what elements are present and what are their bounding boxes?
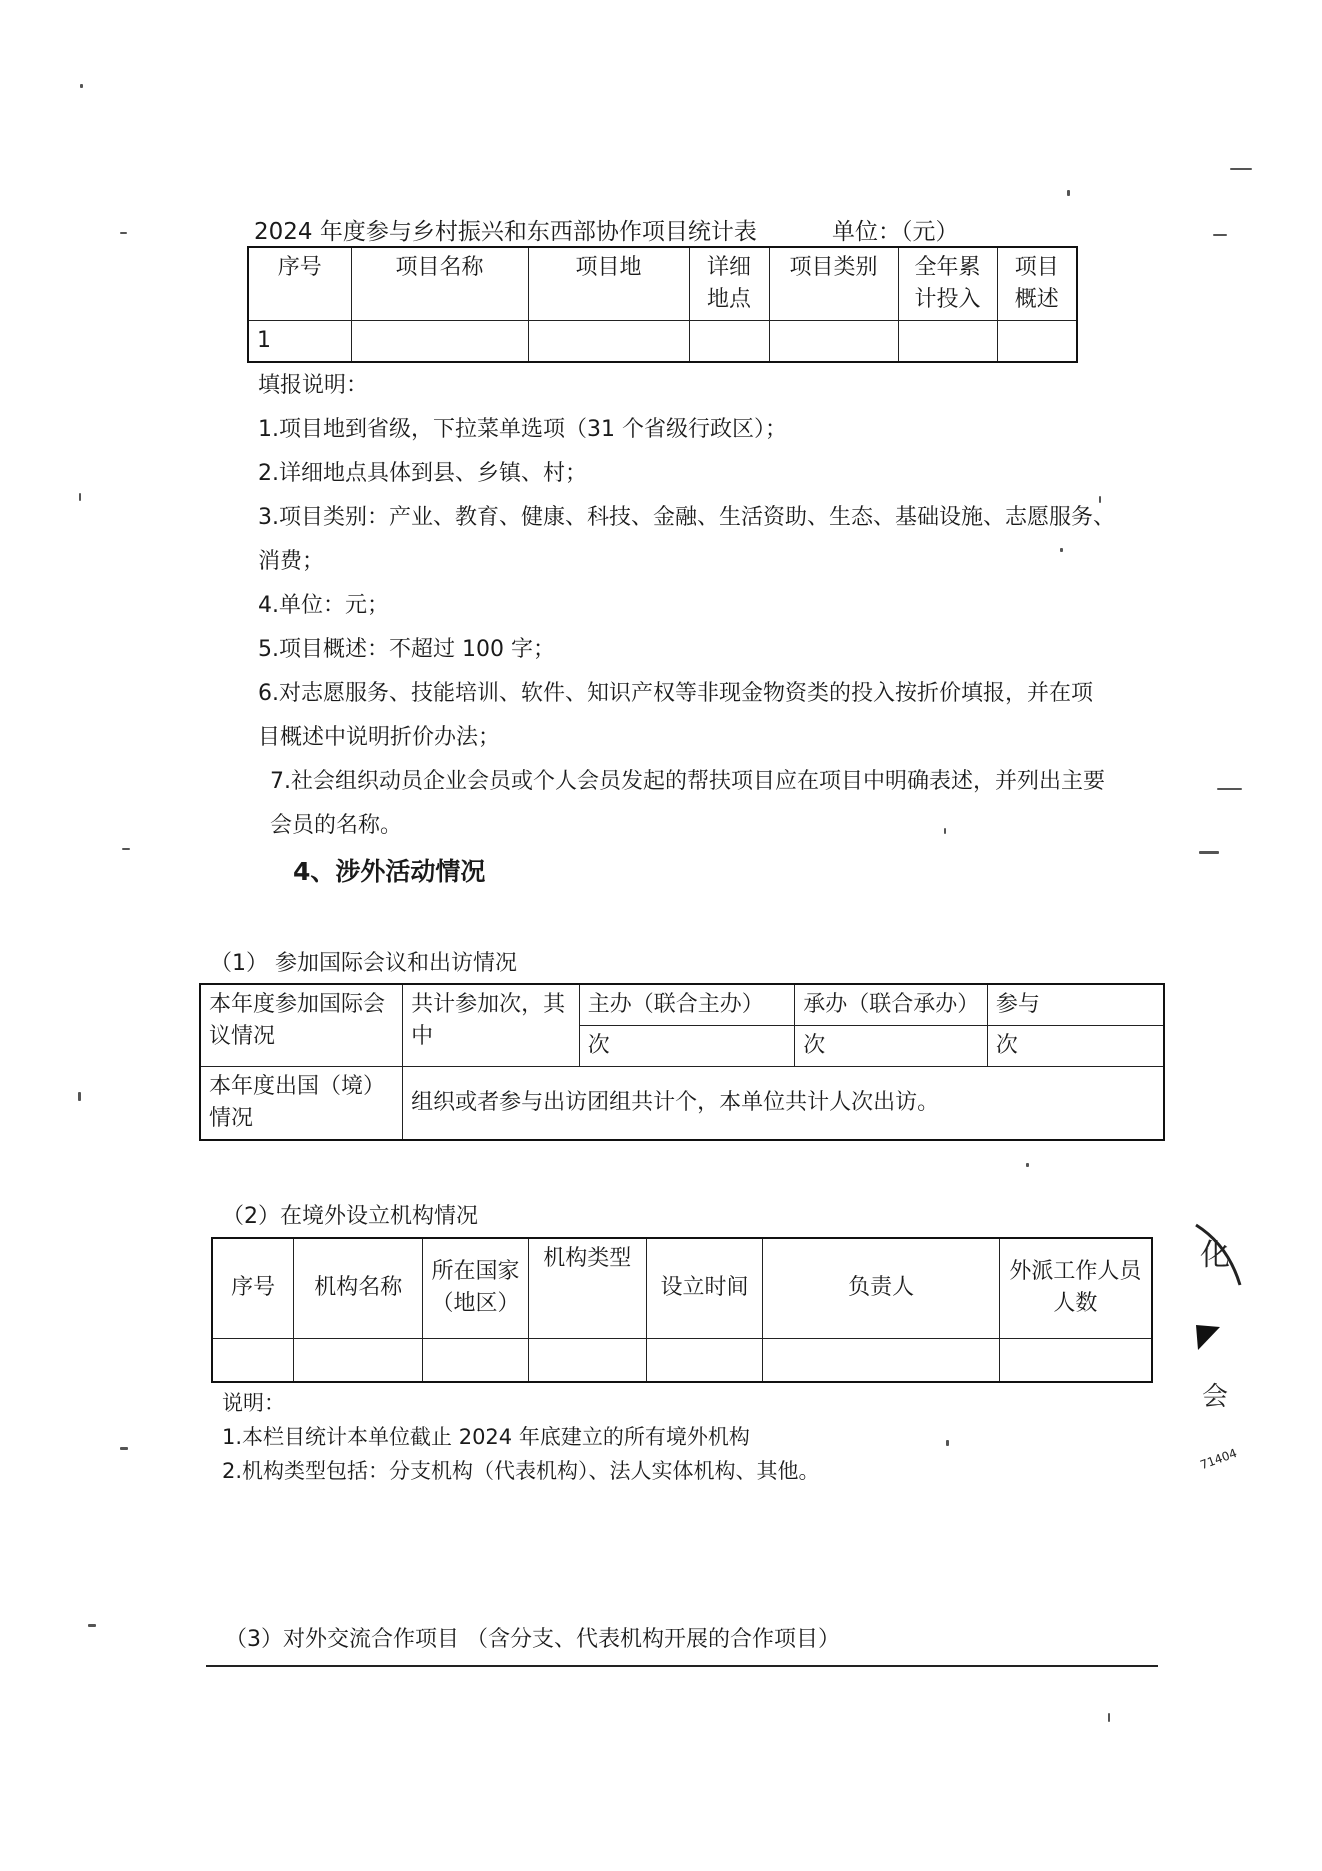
scan-speck — [1213, 234, 1227, 236]
header-cell: 项目地 — [528, 247, 689, 321]
fill-note-item: 3.项目类别：产业、教育、健康、科技、金融、生活资助、生态、基础设施、志愿服务、 — [258, 505, 1115, 530]
fill-notes — [258, 364, 1115, 848]
header-cell: 设立时间 — [646, 1238, 763, 1338]
partial-seal-stamp — [1188, 1215, 1258, 1475]
table-cell[interactable] — [294, 1338, 423, 1382]
table-cell[interactable] — [351, 321, 528, 363]
scan-speck — [1230, 168, 1252, 170]
header-cell: 项目类别 — [769, 247, 898, 321]
table-cell[interactable] — [997, 321, 1077, 363]
table-header-row — [248, 247, 1077, 321]
table-cell[interactable] — [999, 1338, 1152, 1382]
scan-speck — [944, 828, 946, 834]
travel-text[interactable]: 组织或者参与出访团组共计个，本单位共计人次出访。 — [403, 1067, 1164, 1141]
scan-speck — [1217, 788, 1242, 790]
fill-note-item: 1.项目地到省级，下拉菜单选项（31 个省级行政区）； — [258, 417, 787, 442]
seal-glyph: 会 — [1202, 1382, 1229, 1412]
header-cell: 项目名称 — [351, 247, 528, 321]
fill-notes-heading: 填报说明： — [258, 373, 369, 398]
table-cell[interactable] — [689, 321, 769, 363]
participate-label: 参与 — [987, 984, 1164, 1026]
fill-note-item: 7.社会组织动员企业会员或个人会员发起的帮扶项目应在项目中明确表述，并列出主要 — [270, 769, 1105, 794]
sub2-title: （2）在境外设立机构情况 — [222, 1204, 478, 1229]
scan-speck — [1099, 496, 1101, 503]
meeting-label: 本年度参加国际会议情况 — [200, 984, 403, 1067]
overseas-institutions-table — [211, 1237, 1153, 1383]
notes-heading: 说明： — [222, 1391, 285, 1415]
fill-note-item: 4.单位：元； — [258, 593, 389, 618]
seal-mark — [1196, 1325, 1220, 1350]
organize-label: 承办（联合承办） — [795, 984, 988, 1026]
scan-speck — [120, 232, 127, 234]
table-cell[interactable] — [898, 321, 997, 363]
scan-speck — [1026, 1163, 1029, 1167]
host-label: 主办（联合主办） — [579, 984, 795, 1026]
scan-speck — [1060, 548, 1063, 552]
header-cell: 项目概述 — [997, 247, 1077, 321]
table-cell[interactable]: 1 — [248, 321, 351, 363]
scan-speck — [80, 84, 83, 88]
table1-unit: 单位：（元） — [832, 219, 959, 245]
header-cell: 全年累计投入 — [898, 247, 997, 321]
table-header-row — [212, 1238, 1152, 1338]
note-item: 2.机构类型包括：分支机构（代表机构）、法人实体机构、其他。 — [222, 1459, 820, 1483]
scan-speck — [88, 1624, 96, 1627]
table-cell[interactable] — [769, 321, 898, 363]
header-cell: 序号 — [248, 247, 351, 321]
header-cell: 序号 — [212, 1238, 294, 1338]
table1-title — [254, 213, 959, 246]
table-cell[interactable] — [763, 1338, 999, 1382]
table-row — [248, 321, 1077, 363]
sub1-title: （1） 参加国际会议和出访情况 — [210, 951, 517, 976]
header-cell: 机构类型 — [528, 1238, 646, 1338]
sub2-notes — [222, 1386, 820, 1488]
scan-speck — [1199, 851, 1219, 854]
table-cell[interactable] — [528, 1338, 646, 1382]
section4-heading: 4、涉外活动情况 — [293, 857, 486, 886]
scan-speck — [78, 1092, 81, 1101]
table-cell[interactable] — [646, 1338, 763, 1382]
table-cell[interactable] — [423, 1338, 529, 1382]
fill-note-item: 6.对志愿服务、技能培训、软件、知识产权等非现金物资类的投入按折价填报，并在项 — [258, 681, 1093, 706]
organize-times[interactable]: 次 — [795, 1026, 988, 1067]
host-times[interactable]: 次 — [579, 1026, 795, 1067]
seal-glyph: 化 — [1200, 1238, 1230, 1273]
scan-speck — [1067, 190, 1070, 196]
fill-note-item: 会员的名称。 — [270, 813, 403, 838]
participate-times[interactable]: 次 — [987, 1026, 1164, 1067]
international-meetings-table — [199, 983, 1165, 1141]
fill-note-item: 目概述中说明折价办法； — [258, 725, 501, 750]
table-top-rule — [206, 1665, 1158, 1667]
fill-note-item: 消费； — [258, 549, 325, 574]
header-cell: 详细地点 — [689, 247, 769, 321]
fill-note-item: 5.项目概述：不超过 100 字； — [258, 637, 555, 662]
table-cell[interactable] — [528, 321, 689, 363]
scan-speck — [122, 848, 130, 850]
scan-speck — [120, 1447, 128, 1450]
header-cell: 机构名称 — [294, 1238, 423, 1338]
rural-revitalization-table — [247, 246, 1078, 363]
header-cell: 所在国家（地区） — [423, 1238, 529, 1338]
table-cell[interactable] — [212, 1338, 294, 1382]
scan-speck — [946, 1440, 949, 1446]
sub3-title: （3）对外交流合作项目 （含分支、代表机构开展的合作项目） — [225, 1627, 840, 1652]
header-cell: 负责人 — [763, 1238, 999, 1338]
table-row — [212, 1338, 1152, 1382]
scan-speck — [1108, 1713, 1110, 1722]
fill-note-item: 2.详细地点具体到县、乡镇、村； — [258, 461, 587, 486]
scan-speck — [79, 493, 81, 501]
note-item: 1.本栏目统计本单位截止 2024 年底建立的所有境外机构 — [222, 1425, 750, 1449]
seal-serial: 71404 — [1198, 1445, 1239, 1473]
total-label: 共计参加次，其中 — [403, 984, 580, 1067]
table1-title-text: 2024 年度参与乡村振兴和东西部协作项目统计表 — [254, 219, 757, 245]
header-cell: 外派工作人员人数 — [999, 1238, 1152, 1338]
travel-label: 本年度出国（境）情况 — [200, 1067, 403, 1141]
